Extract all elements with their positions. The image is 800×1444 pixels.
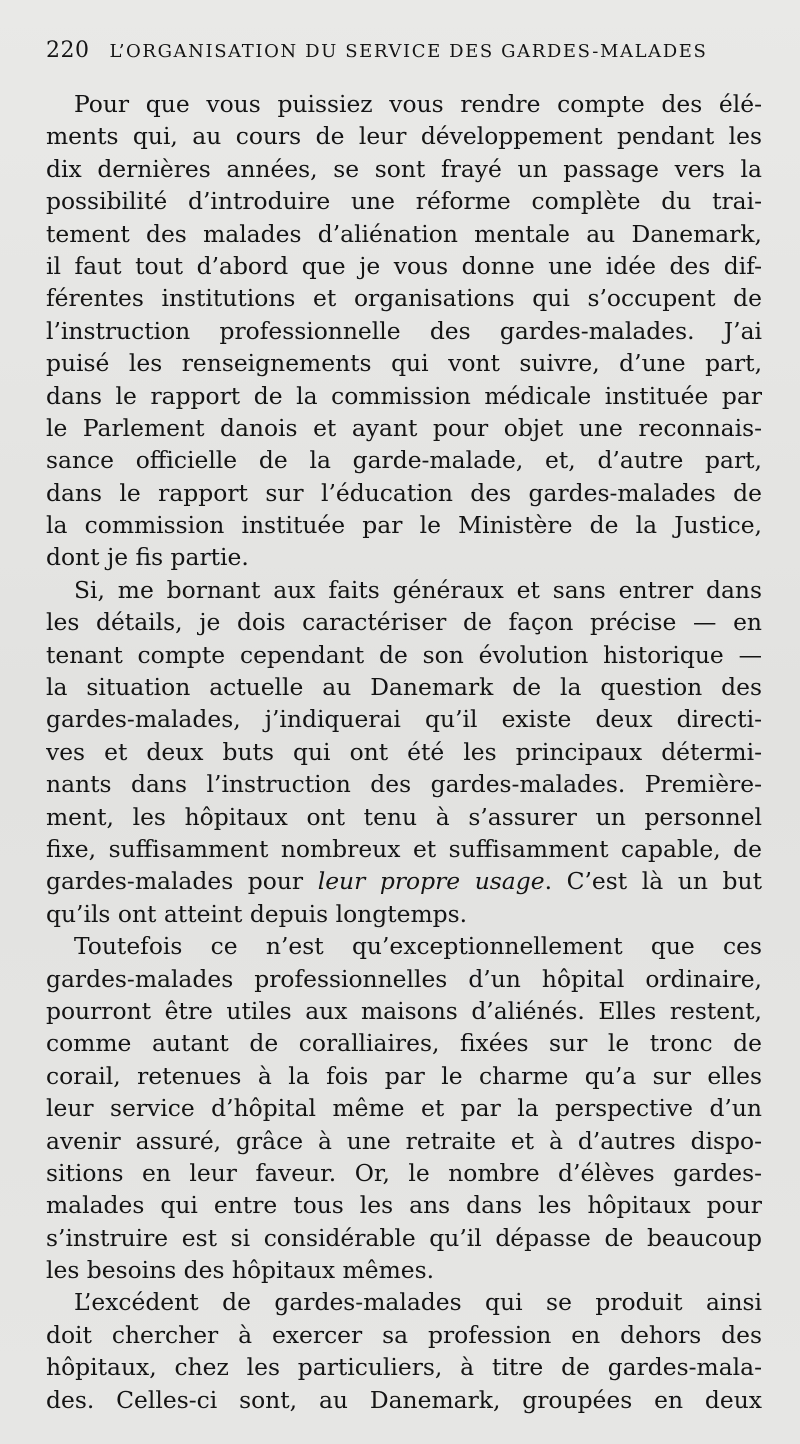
text-run: gardes-malades pour <box>46 867 318 896</box>
body-text <box>46 88 762 1416</box>
text-line: possibilité d’introduire une réforme complète du trai- <box>46 187 762 216</box>
text-line: férentes institutions et organisations qui s’occupent de <box>46 284 762 313</box>
text-run: . C’est là un but <box>544 867 762 896</box>
text-line: dix dernières années, se sont frayé un passage vers la <box>46 154 762 183</box>
text-line: ment, les hôpitaux ont tenu à s’assurer un personnel <box>46 802 762 831</box>
text-line: gardes-malades, j’indiquerai qu’il existe deux directi- <box>46 705 762 734</box>
text-line: pourront être utiles aux maisons d’aliénés. Elles restent, <box>46 996 762 1025</box>
text-line: hôpitaux, chez les particuliers, à titre de gardes-mala- <box>46 1353 762 1382</box>
text-line-with-emphasis <box>46 865 762 897</box>
text-line: dont je fis partie. <box>46 543 249 572</box>
text-line: comme autant de coralliaires, fixées sur le tronc de <box>46 1029 762 1058</box>
text-line: corail, retenues à la fois par le charme qu’a sur elles <box>46 1061 762 1090</box>
running-title: L’ORGANISATION DU SERVICE DES GARDES-MALADES <box>109 41 708 62</box>
text-line: dans le rapport de la commission médicale instituée par <box>46 381 762 410</box>
text-line: il faut tout d’abord que je vous donne une idée des dif- <box>46 251 762 280</box>
text-line: fixe, suffisamment nombreux et suffisamment capable, de <box>46 834 762 863</box>
text-line: s’instruire est si considérable qu’il dépasse de beaucoup <box>46 1223 762 1252</box>
text-line: qu’ils ont atteint depuis longtemps. <box>46 899 468 928</box>
text-line: leur service d’hôpital même et par la perspective d’un <box>46 1094 762 1123</box>
page-number: 220 <box>46 38 90 63</box>
text-line: ves et deux buts qui ont été les principaux détermi- <box>46 737 762 766</box>
text-line: tenant compte cependant de son évolution historique — <box>46 640 762 669</box>
running-head <box>46 38 762 82</box>
text-line: dans le rapport sur l’éducation des gardes-malades de <box>46 478 762 507</box>
text-line: nants dans l’instruction des gardes-malades. Première- <box>46 770 762 799</box>
text-line: puisé les renseignements qui vont suivre, d’une part, <box>46 349 762 378</box>
text-line: sitions en leur faveur. Or, le nombre d’élèves gardes- <box>46 1158 762 1187</box>
paragraph <box>46 930 762 1286</box>
paragraph <box>46 574 762 930</box>
text-line: des. Celles-ci sont, au Danemark, groupées en deux <box>46 1385 762 1414</box>
paragraph <box>46 88 762 574</box>
text-line: Toutefois ce n’est qu’exceptionnellement que ces <box>74 932 762 961</box>
text-line: tement des malades d’aliénation mentale au Danemark, <box>46 219 762 248</box>
text-line: l’instruction professionnelle des gardes-malades. J’ai <box>46 316 762 345</box>
text-line: L’excédent de gardes-malades qui se produit ainsi <box>74 1288 762 1317</box>
paragraph <box>46 1286 762 1416</box>
text-line: gardes-malades professionnelles d’un hôpital ordinaire, <box>46 964 762 993</box>
text-line: Si, me bornant aux faits généraux et sans entrer dans <box>74 575 762 604</box>
text-line: doit chercher à exercer sa profession en dehors des <box>46 1320 762 1349</box>
text-line: sance officielle de la garde-malade, et, d’autre part, <box>46 446 762 475</box>
text-line: la commission instituée par le Ministère de la Justice, <box>46 511 762 540</box>
text-line: les besoins des hôpitaux mêmes. <box>46 1256 435 1285</box>
text-line: malades qui entre tous les ans dans les hôpitaux pour <box>46 1191 762 1220</box>
text-line: Pour que vous puissiez vous rendre compte des élé- <box>74 90 762 118</box>
text-line: avenir assuré, grâce à une retraite et à d’autres dispo- <box>46 1126 762 1155</box>
text-line: le Parlement danois et ayant pour objet une reconnais- <box>46 413 762 442</box>
emphasized-text: leur propre usage <box>317 867 545 896</box>
text-line: la situation actuelle au Danemark de la question des <box>46 673 762 702</box>
text-line: ments qui, au cours de leur développement pendant les <box>46 122 762 151</box>
text-line: les détails, je dois caractériser de façon précise — en <box>46 608 762 637</box>
